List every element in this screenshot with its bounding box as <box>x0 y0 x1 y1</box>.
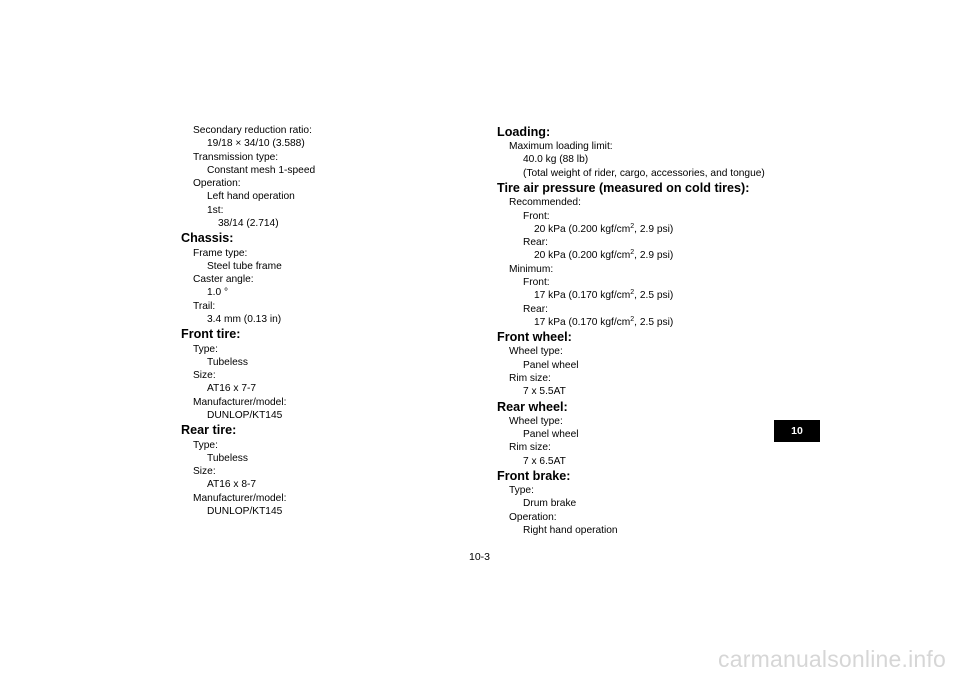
front-rim-size-value: 7 x 5.5AT <box>523 386 566 398</box>
tire-pressure-heading: Tire air pressure (measured on cold tires): <box>497 181 750 196</box>
min-front-label: Front: <box>523 277 550 289</box>
front-tire-size-label: Size: <box>193 370 216 382</box>
rear-tire-maker-value: DUNLOP/KT145 <box>207 505 283 517</box>
rear-tire-maker-label: Manufacturer/model: <box>193 492 287 504</box>
minimum-label: Minimum: <box>509 263 554 275</box>
front-rim-size-label: Rim size: <box>509 373 551 385</box>
rec-front-sup: 2 <box>630 222 635 230</box>
rear-tire-type-value: Tubeless <box>207 452 248 464</box>
min-rear-label: Rear: <box>523 303 548 315</box>
rear-rim-size-label: Rim size: <box>509 442 551 454</box>
max-loading-value: 40.0 kg (88 lb) <box>523 154 589 166</box>
brake-operation-label: Operation: <box>509 511 557 523</box>
min-rear-post: , 2.5 psi) <box>634 316 674 328</box>
page-number: 10-3 <box>469 551 491 563</box>
min-rear-sup: 2 <box>630 315 635 323</box>
front-tire-maker-label: Manufacturer/model: <box>193 396 287 408</box>
front-brake-heading: Front brake: <box>497 468 571 483</box>
right-column <box>497 124 765 537</box>
front-wheel-type-value: Panel wheel <box>523 359 579 371</box>
min-front-value <box>534 289 765 302</box>
front-tire-maker-value: DUNLOP/KT145 <box>207 410 283 422</box>
rec-front-pre: 20 kPa (0.200 kgf/cm <box>534 223 631 235</box>
rec-rear-sup: 2 <box>630 249 635 257</box>
watermark: carmanualsonline.info <box>718 646 946 672</box>
rear-tire-size-value: AT16 x 8-7 <box>207 479 257 491</box>
max-loading-label: Maximum loading limit: <box>509 141 613 153</box>
brake-type-value: Drum brake <box>523 498 577 510</box>
front-wheel-type-label: Wheel type: <box>509 346 563 358</box>
max-loading-note: (Total weight of rider, cargo, accessories, and tongue) <box>523 167 765 179</box>
rear-wheel-heading: Rear wheel: <box>497 399 568 414</box>
secondary-ratio-label: Secondary reduction ratio: <box>193 125 312 136</box>
chapter-tab: 10 <box>774 420 820 442</box>
rear-rim-size-value: 7 x 6.5AT <box>523 455 566 467</box>
rec-rear-post: , 2.9 psi) <box>634 250 674 262</box>
rear-wheel-type-label: Wheel type: <box>509 415 563 427</box>
caster-angle-label: Caster angle: <box>193 274 254 286</box>
min-front-pre: 17 kPa (0.170 kgf/cm <box>534 290 631 302</box>
loading-heading: Loading: <box>497 125 551 139</box>
min-rear-value <box>534 316 765 329</box>
rec-rear-label: Rear: <box>523 237 548 249</box>
rear-tire-heading: Rear tire: <box>181 423 237 438</box>
front-tire-type-label: Type: <box>193 343 218 355</box>
rec-front-value <box>534 223 765 236</box>
recommended-label: Recommended: <box>509 197 581 209</box>
rear-tire-size-label: Size: <box>193 466 216 478</box>
front-tire-heading: Front tire: <box>181 327 241 342</box>
frame-type-value: Steel tube frame <box>207 260 282 272</box>
frame-type-label: Frame type: <box>193 247 248 259</box>
brake-type-label: Type: <box>509 485 534 497</box>
transmission-type-value: Constant mesh 1-speed <box>207 164 316 176</box>
first-gear-label: 1st: <box>207 204 224 216</box>
min-front-sup: 2 <box>630 289 635 297</box>
operation-label: Operation: <box>193 178 241 190</box>
secondary-ratio-value: 19/18 × 34/10 (3.588) <box>207 138 305 150</box>
min-front-post: , 2.5 psi) <box>634 290 674 302</box>
chassis-heading: Chassis: <box>181 231 234 246</box>
front-tire-type-value: Tubeless <box>207 356 248 368</box>
front-tire-size-value: AT16 x 7-7 <box>207 383 257 395</box>
rec-front-label: Front: <box>523 210 550 222</box>
front-wheel-heading: Front wheel: <box>497 330 572 345</box>
trail-label: Trail: <box>193 300 216 312</box>
rec-front-post: , 2.9 psi) <box>634 223 674 235</box>
rec-rear-value <box>534 249 765 262</box>
trail-value: 3.4 mm (0.13 in) <box>207 314 282 326</box>
min-rear-pre: 17 kPa (0.170 kgf/cm <box>534 316 631 328</box>
rec-rear-pre: 20 kPa (0.200 kgf/cm <box>534 250 631 262</box>
brake-operation-value: Right hand operation <box>523 525 618 537</box>
left-column <box>181 124 315 518</box>
operation-value: Left hand operation <box>207 191 295 203</box>
rear-wheel-type-value: Panel wheel <box>523 429 579 441</box>
rear-tire-type-label: Type: <box>193 439 218 451</box>
caster-angle-value: 1.0 ° <box>207 287 229 299</box>
transmission-type-label: Transmission type: <box>193 151 279 163</box>
first-gear-value: 38/14 (2.714) <box>218 218 279 230</box>
